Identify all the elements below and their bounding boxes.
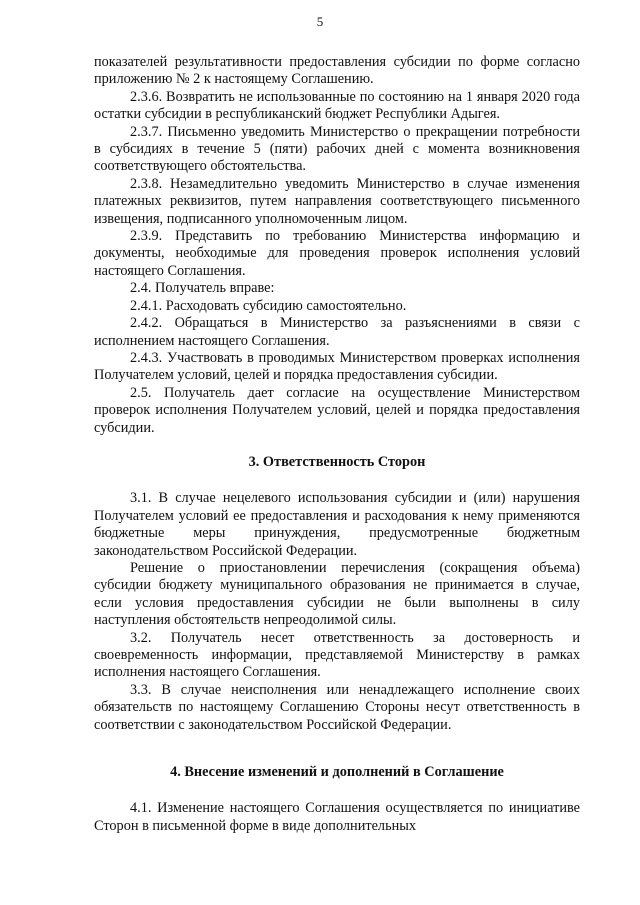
paragraph-2-4: 2.4. Получатель вправе: — [130, 280, 275, 297]
paragraph-2-3-9: 2.3.9. Представить по требованию Министерства информацию и документы, необходимые для проведения проверок исполнения условий настоящего Соглашения. — [94, 228, 580, 279]
page-number: 5 — [316, 14, 324, 29]
paragraph-2-5: 2.5. Получатель дает согласие на осуществление Министерством проверок исполнения Получателем условий, целей и порядка предоставления субсидии. — [94, 384, 580, 436]
paragraph-2-4-2: 2.4.2. Обращаться в Министерство за разъяснениями в связи с исполнением настоящего Соглашения. — [94, 315, 580, 349]
paragraph-3-2: 3.2. Получатель несет ответственность за достоверность и своевременность информации, представляемой Министерству в рамках исполнения настоящего Соглашения. — [94, 629, 580, 681]
paragraph-2-4-1: 2.4.1. Расходовать субсидию самостоятельно. — [130, 297, 407, 314]
paragraph-2-3-8: 2.3.8. Незамедлительно уведомить Министерство в случае изменения платежных реквизитов, путем направления соответствующего письменного извещения, подписанного уполномоченным лицом. — [94, 175, 580, 227]
section-4-heading: 4. Внесение изменений и дополнений в Соглашение — [170, 764, 504, 781]
paragraph-4-1: 4.1. Изменение настоящего Соглашения осуществляется по инициативе Сторон в письменной форме в виде дополнительных — [94, 800, 580, 834]
paragraph-2-3-7: 2.3.7. Письменно уведомить Министерство о прекращении потребности в субсидиях в течение 5 (пяти) рабочих дней с момента возникновения соответствующего обстоятельства. — [94, 123, 580, 175]
section-3-heading: 3. Ответственность Сторон — [248, 453, 426, 470]
paragraph-3-1-decision: Решение о приостановлении перечисления (сокращения объема) субсидии бюджету муниципального образования не принимается в случае, если условия предоставления субсидии не были выполнены в силу наступления обстоятельств непреодолимой силы. — [94, 559, 580, 629]
paragraph-2-3-6: 2.3.6. Возвратить не использованные по состоянию на 1 января 2020 года остатки субсидии в республиканский бюджет Республики Адыгея. — [94, 88, 580, 123]
paragraph-2-3-5-continuation: показателей результативности предоставления субсидии по форме согласно приложению № 2 к настоящему Соглашению. — [94, 54, 580, 88]
paragraph-3-3: 3.3. В случае неисполнения или ненадлежащего исполнение своих обязательств по настоящему Соглашению Стороны несут ответственность в соответствии с законодательством Российской Федерации. — [94, 681, 580, 733]
paragraph-3-1: 3.1. В случае нецелевого использования субсидии и (или) нарушения Получателем условий ее предоставления и расходования к нему применяются бюджетные меры принуждения, предусмотренные бюджетным законодательством Российской Федерации. — [94, 490, 580, 559]
document-body — [94, 54, 580, 835]
paragraph-2-4-3: 2.4.3. Участвовать в проводимых Министерством проверках исполнения Получателем условий, целей и порядка предоставления субсидии. — [94, 349, 580, 384]
